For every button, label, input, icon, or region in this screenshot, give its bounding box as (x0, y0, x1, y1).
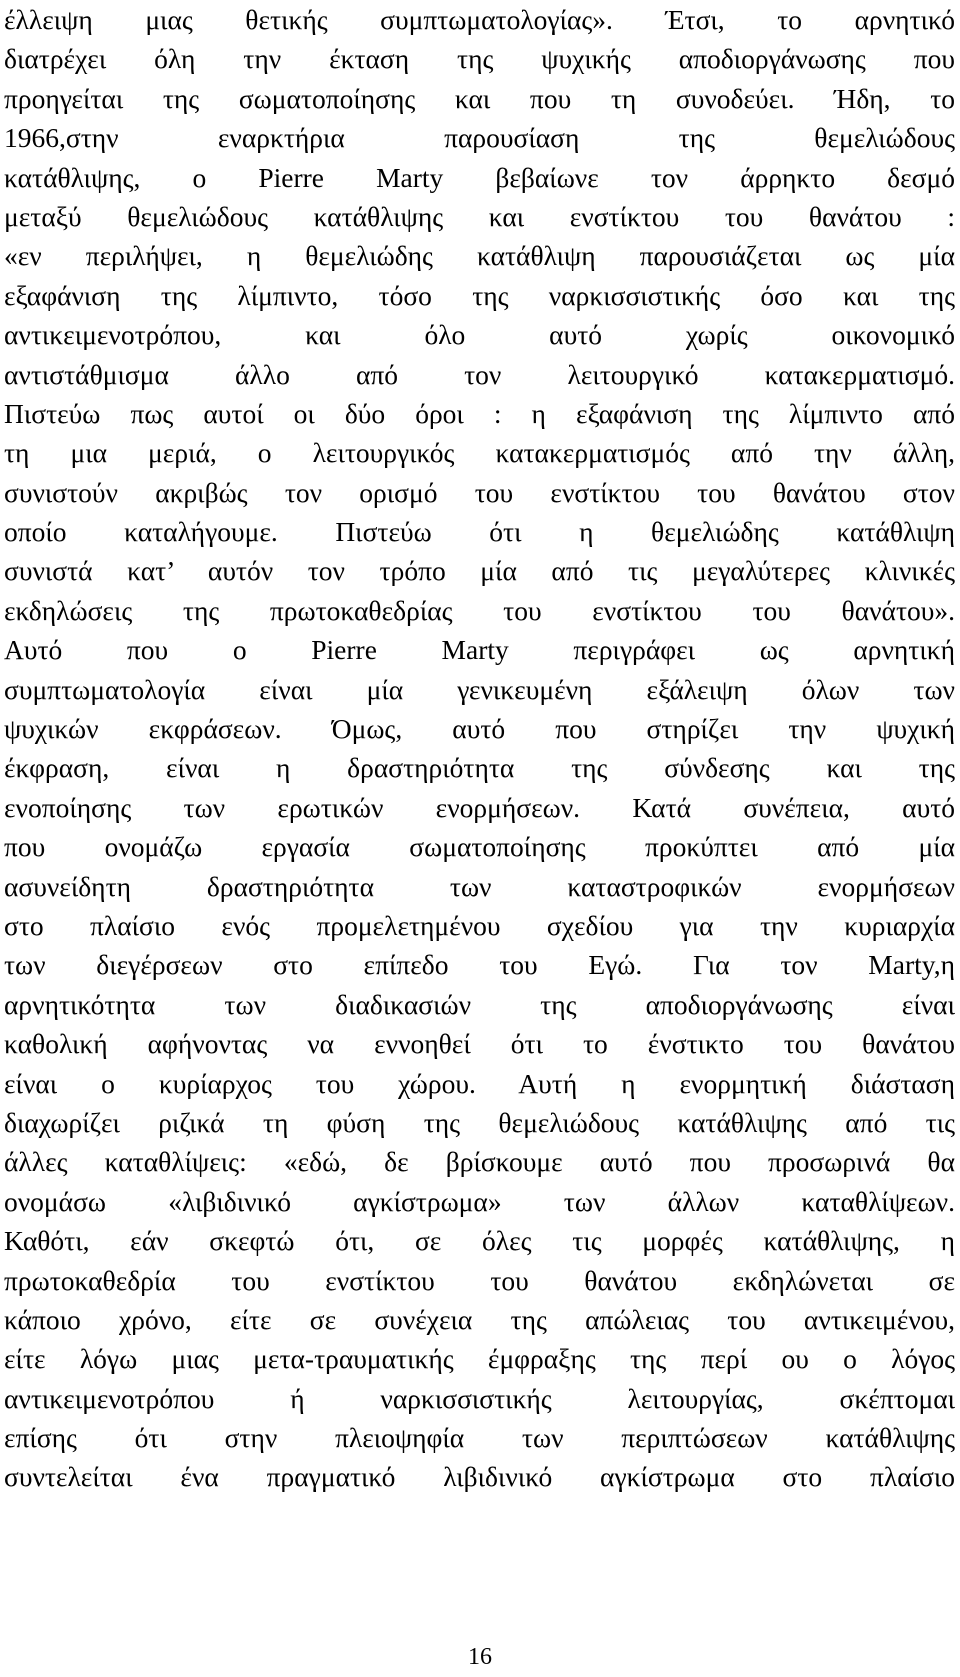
text-line: άλλες καταθλίψεις: «εδώ, δε βρίσκουμε αυτό που προσωρινά θα (4, 1146, 955, 1178)
text-line: μεταξύ θεμελιώδους κατάθλιψης και ενστίκτου του θανάτου : (4, 200, 955, 232)
text-line: συμπτωματολογία είναι μία γενικευμένη εξάλειψη όλων των (4, 673, 955, 705)
text-line: αντικειμενοτρόπου, και όλο αυτό χωρίς οικονομικό (4, 319, 955, 351)
text-line: συνιστά κατ’ αυτόν τον τρόπο μία από τις μεγαλύτερες κλινικές (4, 555, 955, 587)
text-line: Αυτό που ο Pierre Marty περιγράφει ως αρνητική (4, 634, 955, 666)
text-line: των διεγέρσεων στο επίπεδο του Εγώ. Για τον Marty,η (4, 949, 955, 981)
text-line: πρωτοκαθεδρία του ενστίκτου του θανάτου εκδηλώνεται σε (4, 1264, 955, 1296)
body-text (4, 0, 955, 1497)
text-line: Καθότι, εάν σκεφτώ ότι, σε όλες τις μορφές κατάθλιψης, η (4, 1225, 955, 1257)
text-line: ασυνείδητη δραστηριότητα των καταστροφικών ενορμήσεων (4, 870, 955, 902)
text-line: ψυχικών εκφράσεων. Όμως, αυτό που στηρίζει την ψυχική (4, 713, 955, 745)
text-line: που ονομάζω εργασία σωματοποίησης προκύπτει από μία (4, 831, 955, 863)
text-line: αντικειμενοτρόπου ή ναρκισσιστικής λειτουργίας, σκέπτομαι (4, 1382, 955, 1414)
text-line: επίσης ότι στην πλειοψηφία των περιπτώσεων κατάθλιψης (4, 1422, 955, 1454)
text-line: διατρέχει όλη την έκταση της ψυχικής αποδιοργάνωσης που (4, 43, 955, 75)
text-line: εκδηλώσεις της πρωτοκαθεδρίας του ενστίκτου του θανάτου». (4, 594, 955, 626)
text-line: αντιστάθμισμα άλλο από τον λειτουργικό κατακερματισμό. (4, 358, 955, 390)
text-line: προηγείται της σωματοποίησης και που τη συνοδεύει. Ήδη, το (4, 82, 955, 114)
text-line: έλλειψη μιας θετικής συμπτωματολογίας». Έτσι, το αρνητικό (4, 4, 955, 35)
text-line: είτε λόγω μιας μετα-τραυματικής έμφραξης της περί ου ο λόγος (4, 1343, 955, 1375)
text-line: εξαφάνιση της λίμπιντο, τόσο της ναρκισσιστικής όσο και της (4, 279, 955, 311)
text-line: συνιστούν ακριβώς τον ορισμό του ενστίκτου του θανάτου στον (4, 476, 955, 508)
text-line: έκφραση, είναι η δραστηριότητα της σύνδεσης και της (4, 752, 955, 784)
text-line: τη μια μεριά, ο λειτουργικός κατακερματισμός από την άλλη, (4, 437, 955, 469)
text-line: κατάθλιψης, ο Pierre Marty βεβαίωνε τον άρρηκτο δεσμό (4, 161, 955, 193)
text-line: οποίο καταλήγουμε. Πιστεύω ότι η θεμελιώδης κατάθλιψη (4, 516, 955, 548)
text-line: καθολική αφήνοντας να εννοηθεί ότι το ένστικτο του θανάτου (4, 1028, 955, 1060)
text-line: στο πλαίσιο ενός προμελετημένου σχεδίου για την κυριαρχία (4, 909, 955, 941)
text-line: ονομάσω «λιβιδινικό αγκίστρωμα» των άλλων καταθλίψεων. (4, 1185, 955, 1217)
text-line: κάποιο χρόνο, είτε σε συνέχεια της απώλειας του αντικειμένου, (4, 1303, 955, 1335)
text-line: είναι ο κυρίαρχος του χώρου. Αυτή η ενορμητική διάσταση (4, 1067, 955, 1099)
text-line: «εν περιλήψει, η θεμελιώδης κατάθλιψη παρουσιάζεται ως μία (4, 240, 955, 272)
text-line: συντελείται ένα πραγματικό λιβιδινικό αγκίστρωμα στο πλαίσιο (4, 1461, 955, 1493)
text-line: Πιστεύω πως αυτοί οι δύο όροι : η εξαφάνιση της λίμπιντο από (4, 397, 955, 429)
page-number: 16 (468, 1644, 492, 1670)
text-line: διαχωρίζει ριζικά τη φύση της θεμελιώδους κατάθλιψης από τις (4, 1106, 955, 1138)
text-line: ενοποίησης των ερωτικών ενορμήσεων. Κατά συνέπεια, αυτό (4, 791, 955, 823)
text-line: αρνητικότητα των διαδικασιών της αποδιοργάνωσης είναι (4, 988, 955, 1020)
text-line: 1966,στην εναρκτήρια παρουσίαση της θεμελιώδους (4, 122, 955, 154)
